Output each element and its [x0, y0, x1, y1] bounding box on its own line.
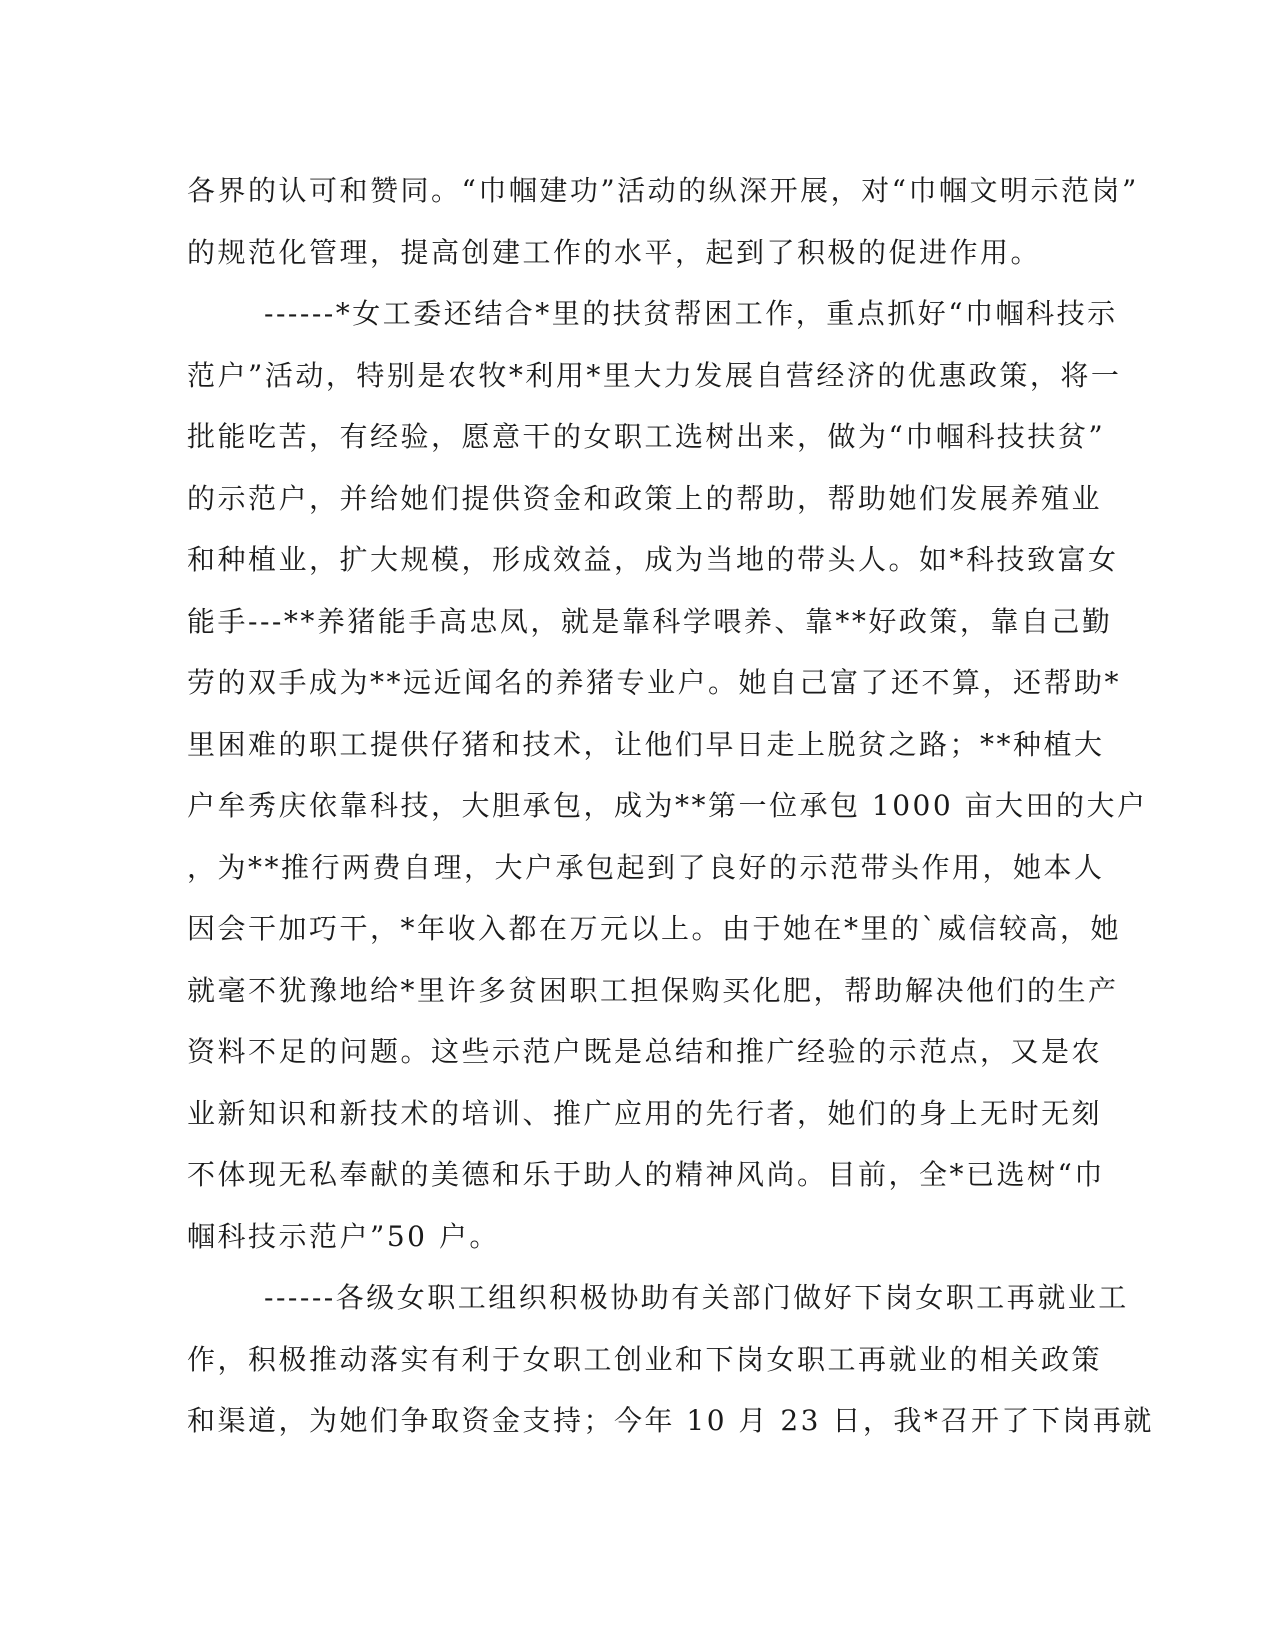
- text-line: 不体现无私奉献的美德和乐于助人的精神风尚。目前，全*已选树“巾: [187, 1158, 1105, 1191]
- text-line: 户牟秀庆依靠科技，大胆承包，成为**第一位承包 1000 亩大田的大户: [187, 789, 1148, 822]
- text-line: 资料不足的问题。这些示范户既是总结和推广经验的示范点，又是农: [187, 1035, 1103, 1068]
- text-line: 的规范化管理，提高创建工作的水平，起到了积极的促进作用。: [187, 235, 1042, 269]
- text-line: 和渠道，为她们争取资金支持；今年 10 月 23 日，我*召开了下岗再就: [187, 1404, 1154, 1437]
- text-line: 各界的认可和赞同。“巾帼建功”活动的纵深开展，对“巾帼文明示范岗”: [187, 174, 1139, 207]
- text-line: 作，积极推动落实有利于女职工创业和下岗女职工再就业的相关政策: [187, 1342, 1103, 1376]
- text-line: 里困难的职工提供仔猪和技术，让他们早日走上脱贫之路；**种植大: [187, 727, 1105, 761]
- text-line: 和种植业，扩大规模，形成效益，成为当地的带头人。如*科技致富女: [187, 543, 1119, 576]
- text-line: 范户”活动，特别是农牧*利用*里大力发展自营经济的优惠政策，将一: [187, 358, 1122, 392]
- text-line: 的示范户，并给她们提供资金和政策上的帮助，帮助她们发展养殖业: [187, 481, 1103, 515]
- body-text: [187, 160, 1154, 1452]
- text-line: 就毫不犹豫地给*里许多贫困职工担保购买化肥，帮助解决他们的生产: [187, 973, 1119, 1007]
- text-line: 业新知识和新技术的培训、推广应用的先行者，她们的身上无时无刻: [187, 1096, 1103, 1130]
- paragraph-start-line: ------各级女职工组织积极协助有关部门做好下岗女职工再就业工: [264, 1281, 1129, 1314]
- text-line: ，为**推行两费自理，大户承包起到了良好的示范带头作用，她本人: [187, 850, 1105, 884]
- text-line: 能手---**养猪能手高忠凤，就是靠科学喂养、靠**好政策，靠自己勤: [187, 604, 1113, 638]
- text-line: 劳的双手成为**远近闻名的养猪专业户。她自己富了还不算，还帮助*: [187, 666, 1122, 699]
- text-line: 帼科技示范户”50 户。: [187, 1219, 500, 1253]
- text-line: 批能吃苦，有经验，愿意干的女职工选树出来，做为“巾帼科技扶贫”: [187, 420, 1106, 453]
- text-line: 因会干加巧干，*年收入都在万元以上。由于她在*里的`威信较高，她: [187, 912, 1122, 945]
- paragraph-start-line: ------*女工委还结合*里的扶贫帮困工作，重点抓好“巾帼科技示: [264, 297, 1118, 330]
